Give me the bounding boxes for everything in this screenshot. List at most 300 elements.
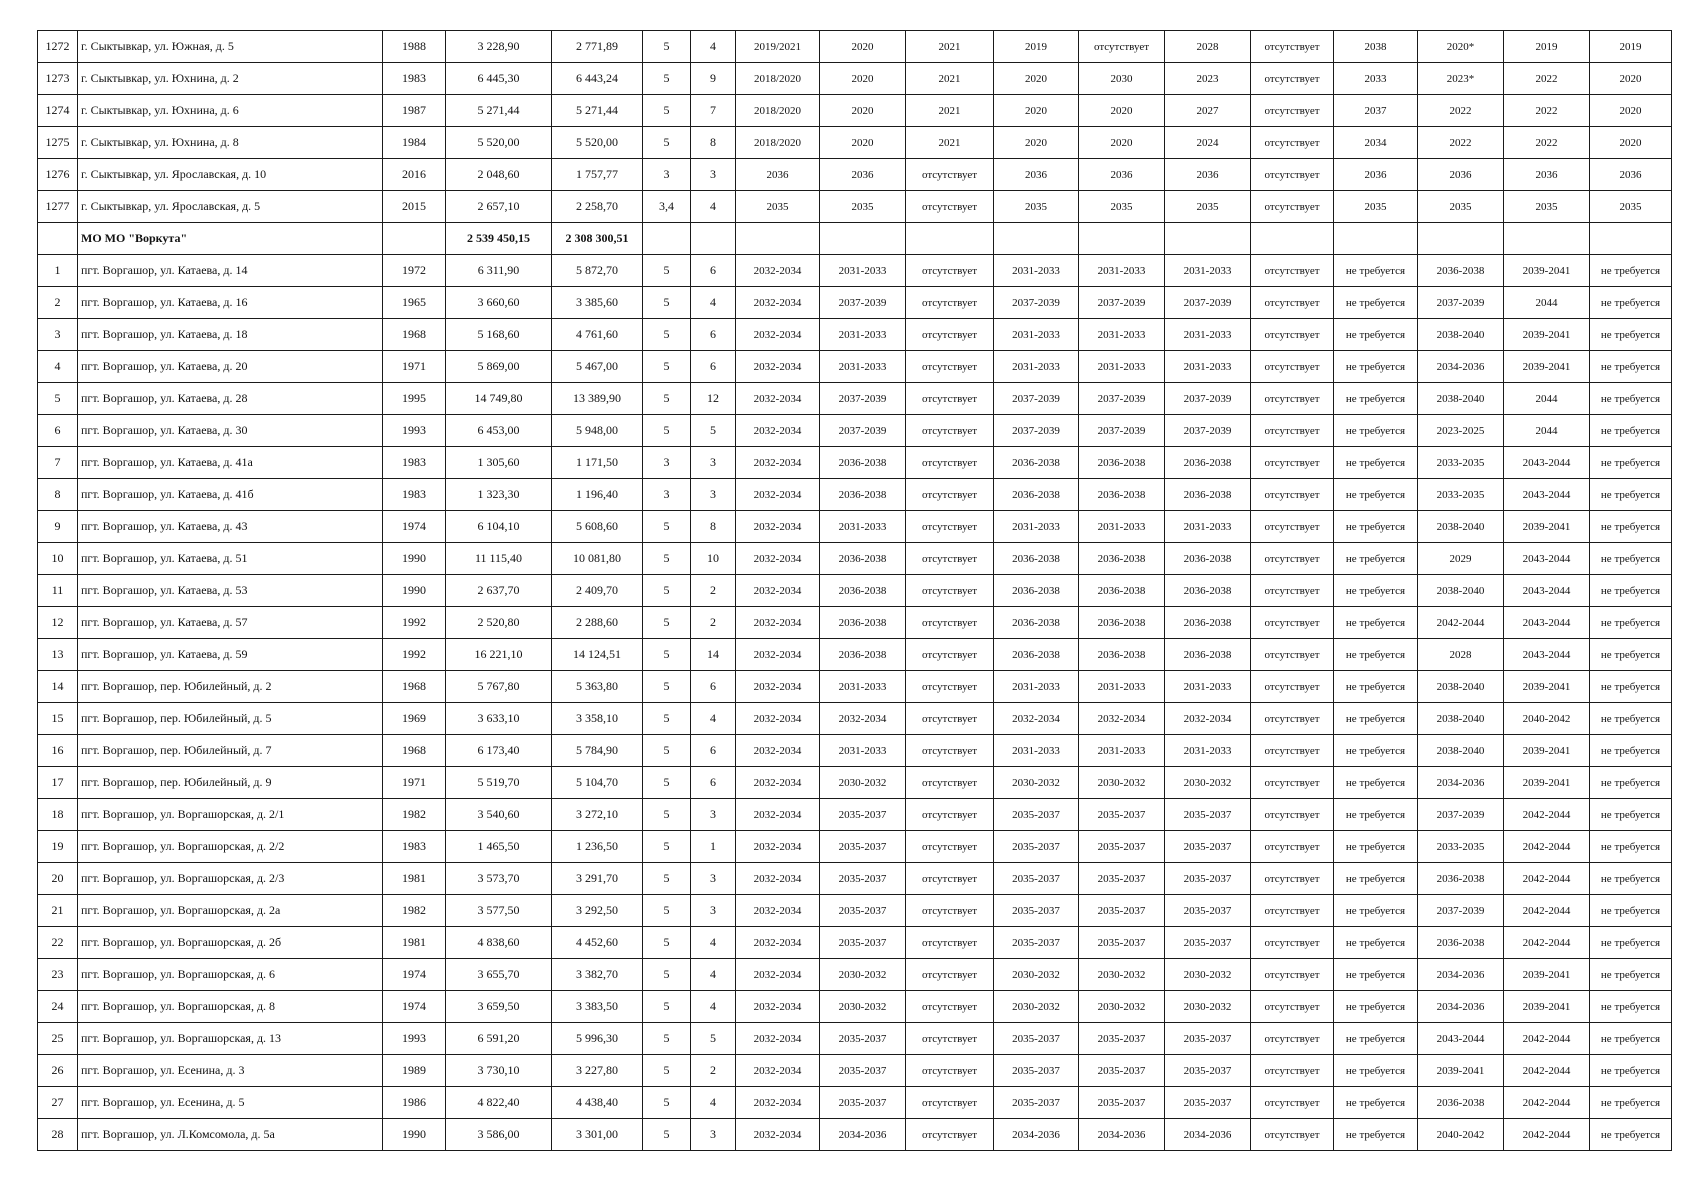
- power-repair-cell: 2038-2040: [1418, 383, 1504, 415]
- cold-water-repair-cell: 2030-2032: [1165, 959, 1251, 991]
- foundation-repair-cell: 2021: [906, 31, 994, 63]
- power-repair-cell: 2022: [1418, 95, 1504, 127]
- total-area-cell: 2 657,10: [446, 191, 552, 223]
- table-row: [38, 703, 1672, 735]
- elevator-repair-cell: не требуется: [1334, 927, 1418, 959]
- total-area-cell: 3 586,00: [446, 1119, 552, 1151]
- hot-water-repair-cell: 2035-2037: [1079, 895, 1165, 927]
- cold-water-repair-cell: 2035-2037: [1165, 799, 1251, 831]
- total-area-cell: 11 115,40: [446, 543, 552, 575]
- floors-cell: 5: [643, 959, 691, 991]
- sewerage-repair-cell: 2039-2041: [1504, 767, 1590, 799]
- sewerage-repair-cell: 2039-2041: [1504, 959, 1590, 991]
- heating-repair-cell: 2031-2033: [994, 319, 1079, 351]
- gas-repair-cell: отсутствует: [1251, 479, 1334, 511]
- elevator-repair-cell: не требуется: [1334, 543, 1418, 575]
- table-row: [38, 479, 1672, 511]
- row-number-cell: 22: [38, 927, 78, 959]
- table-row: [38, 319, 1672, 351]
- gas-repair-cell: отсутствует: [1251, 287, 1334, 319]
- sewerage-repair-cell: [1504, 223, 1590, 255]
- sewerage-repair-cell: 2042-2044: [1504, 927, 1590, 959]
- table-row: [38, 127, 1672, 159]
- total-area-cell: 5 520,00: [446, 127, 552, 159]
- build-year-cell: 1986: [383, 1087, 446, 1119]
- cold-water-repair-cell: 2031-2033: [1165, 319, 1251, 351]
- power-repair-cell: 2033-2035: [1418, 447, 1504, 479]
- total-area-cell: 1 323,30: [446, 479, 552, 511]
- entrances-cell: 1: [691, 831, 736, 863]
- build-year-cell: 1983: [383, 63, 446, 95]
- build-year-cell: 1987: [383, 95, 446, 127]
- total-area-cell: 5 869,00: [446, 351, 552, 383]
- gas-repair-cell: отсутствует: [1251, 415, 1334, 447]
- heating-repair-cell: 2037-2039: [994, 287, 1079, 319]
- table-row: [38, 927, 1672, 959]
- gas-repair-cell: отсутствует: [1251, 607, 1334, 639]
- elevator-repair-cell: не требуется: [1334, 959, 1418, 991]
- entrances-cell: 4: [691, 191, 736, 223]
- entrances-cell: 3: [691, 159, 736, 191]
- basement-repair-cell: не требуется: [1590, 1055, 1672, 1087]
- hot-water-repair-cell: 2036-2038: [1079, 607, 1165, 639]
- row-number-cell: 2: [38, 287, 78, 319]
- heating-repair-cell: 2030-2032: [994, 767, 1079, 799]
- table-row: [38, 831, 1672, 863]
- total-area-cell: 3 540,60: [446, 799, 552, 831]
- address-cell: пгт. Воргашор, ул. Катаева, д. 30: [78, 415, 383, 447]
- floors-cell: 5: [643, 863, 691, 895]
- table-row: [38, 735, 1672, 767]
- total-area-cell: 2 520,80: [446, 607, 552, 639]
- build-year-cell: 2015: [383, 191, 446, 223]
- floors-cell: 5: [643, 31, 691, 63]
- cold-water-repair-cell: 2037-2039: [1165, 383, 1251, 415]
- total-area-cell: 3 660,60: [446, 287, 552, 319]
- entrances-cell: 3: [691, 863, 736, 895]
- address-cell: пгт. Воргашор, ул. Катаева, д. 51: [78, 543, 383, 575]
- sewerage-repair-cell: 2043-2044: [1504, 543, 1590, 575]
- facade-repair-cell: [820, 223, 906, 255]
- cold-water-repair-cell: 2032-2034: [1165, 703, 1251, 735]
- address-cell: пгт. Воргашор, ул. Катаева, д. 43: [78, 511, 383, 543]
- hot-water-repair-cell: 2031-2033: [1079, 351, 1165, 383]
- roof-repair-cell: 2032-2034: [736, 1087, 820, 1119]
- address-cell: пгт. Воргашор, пер. Юбилейный, д. 2: [78, 671, 383, 703]
- power-repair-cell: 2037-2039: [1418, 799, 1504, 831]
- basement-repair-cell: не требуется: [1590, 607, 1672, 639]
- elevator-repair-cell: не требуется: [1334, 447, 1418, 479]
- entrances-cell: 8: [691, 511, 736, 543]
- entrances-cell: 6: [691, 735, 736, 767]
- hot-water-repair-cell: 2035-2037: [1079, 799, 1165, 831]
- entrances-cell: 8: [691, 127, 736, 159]
- basement-repair-cell: 2019: [1590, 31, 1672, 63]
- entrances-cell: 6: [691, 767, 736, 799]
- entrances-cell: 14: [691, 639, 736, 671]
- gas-repair-cell: отсутствует: [1251, 543, 1334, 575]
- elevator-repair-cell: 2037: [1334, 95, 1418, 127]
- heating-repair-cell: 2031-2033: [994, 671, 1079, 703]
- address-cell: пгт. Воргашор, ул. Есенина, д. 3: [78, 1055, 383, 1087]
- address-cell: пгт. Воргашор, ул. Катаева, д. 20: [78, 351, 383, 383]
- facade-repair-cell: 2031-2033: [820, 671, 906, 703]
- cold-water-repair-cell: 2037-2039: [1165, 415, 1251, 447]
- elevator-repair-cell: не требуется: [1334, 1119, 1418, 1151]
- facade-repair-cell: 2035-2037: [820, 831, 906, 863]
- roof-repair-cell: 2032-2034: [736, 415, 820, 447]
- sewerage-repair-cell: 2035: [1504, 191, 1590, 223]
- roof-repair-cell: 2032-2034: [736, 575, 820, 607]
- hot-water-repair-cell: 2035: [1079, 191, 1165, 223]
- elevator-repair-cell: не требуется: [1334, 671, 1418, 703]
- table-row: [38, 1087, 1672, 1119]
- floors-cell: 5: [643, 607, 691, 639]
- entrances-cell: 5: [691, 415, 736, 447]
- foundation-repair-cell: отсутствует: [906, 255, 994, 287]
- gas-repair-cell: отсутствует: [1251, 671, 1334, 703]
- facade-repair-cell: 2030-2032: [820, 991, 906, 1023]
- foundation-repair-cell: отсутствует: [906, 191, 994, 223]
- elevator-repair-cell: 2035: [1334, 191, 1418, 223]
- living-area-cell: 5 996,30: [552, 1023, 643, 1055]
- roof-repair-cell: 2018/2020: [736, 127, 820, 159]
- build-year-cell: 1993: [383, 1023, 446, 1055]
- address-cell: пгт. Воргашор, ул. Воргашорская, д. 8: [78, 991, 383, 1023]
- roof-repair-cell: 2032-2034: [736, 447, 820, 479]
- hot-water-repair-cell: отсутствует: [1079, 31, 1165, 63]
- entrances-cell: 10: [691, 543, 736, 575]
- heating-repair-cell: 2037-2039: [994, 415, 1079, 447]
- heating-repair-cell: [994, 223, 1079, 255]
- table-row: [38, 95, 1672, 127]
- facade-repair-cell: 2035: [820, 191, 906, 223]
- elevator-repair-cell: не требуется: [1334, 1023, 1418, 1055]
- gas-repair-cell: отсутствует: [1251, 1055, 1334, 1087]
- gas-repair-cell: отсутствует: [1251, 255, 1334, 287]
- basement-repair-cell: не требуется: [1590, 255, 1672, 287]
- living-area-cell: 5 363,80: [552, 671, 643, 703]
- entrances-cell: 3: [691, 1119, 736, 1151]
- table-row: [38, 383, 1672, 415]
- build-year-cell: 1974: [383, 991, 446, 1023]
- cold-water-repair-cell: 2035-2037: [1165, 863, 1251, 895]
- row-number-cell: 1276: [38, 159, 78, 191]
- gas-repair-cell: отсутствует: [1251, 447, 1334, 479]
- total-area-cell: 2 048,60: [446, 159, 552, 191]
- row-number-cell: 20: [38, 863, 78, 895]
- foundation-repair-cell: отсутствует: [906, 543, 994, 575]
- address-cell: пгт. Воргашор, пер. Юбилейный, д. 9: [78, 767, 383, 799]
- living-area-cell: 3 301,00: [552, 1119, 643, 1151]
- cold-water-repair-cell: 2036-2038: [1165, 575, 1251, 607]
- table-row: [38, 255, 1672, 287]
- entrances-cell: 6: [691, 671, 736, 703]
- address-cell: пгт. Воргашор, ул. Воргашорская, д. 2/1: [78, 799, 383, 831]
- gas-repair-cell: отсутствует: [1251, 1023, 1334, 1055]
- heating-repair-cell: 2030-2032: [994, 959, 1079, 991]
- floors-cell: 5: [643, 575, 691, 607]
- address-cell: пгт. Воргашор, ул. Воргашорская, д. 13: [78, 1023, 383, 1055]
- entrances-cell: 7: [691, 95, 736, 127]
- gas-repair-cell: отсутствует: [1251, 159, 1334, 191]
- basement-repair-cell: не требуется: [1590, 703, 1672, 735]
- sewerage-repair-cell: 2039-2041: [1504, 735, 1590, 767]
- heating-repair-cell: 2035: [994, 191, 1079, 223]
- row-number-cell: 11: [38, 575, 78, 607]
- roof-repair-cell: 2036: [736, 159, 820, 191]
- table-row: [38, 799, 1672, 831]
- living-area-cell: 1 757,77: [552, 159, 643, 191]
- gas-repair-cell: отсутствует: [1251, 831, 1334, 863]
- cold-water-repair-cell: 2035-2037: [1165, 1087, 1251, 1119]
- floors-cell: 5: [643, 95, 691, 127]
- living-area-cell: 6 443,24: [552, 63, 643, 95]
- table-row: [38, 991, 1672, 1023]
- roof-repair-cell: 2032-2034: [736, 959, 820, 991]
- row-number-cell: 5: [38, 383, 78, 415]
- facade-repair-cell: 2035-2037: [820, 1087, 906, 1119]
- power-repair-cell: 2036-2038: [1418, 927, 1504, 959]
- power-repair-cell: 2023-2025: [1418, 415, 1504, 447]
- entrances-cell: 6: [691, 351, 736, 383]
- table-row: [38, 63, 1672, 95]
- address-cell: пгт. Воргашор, ул. Катаева, д. 14: [78, 255, 383, 287]
- basement-repair-cell: [1590, 223, 1672, 255]
- floors-cell: 5: [643, 287, 691, 319]
- gas-repair-cell: отсутствует: [1251, 1119, 1334, 1151]
- basement-repair-cell: не требуется: [1590, 511, 1672, 543]
- roof-repair-cell: 2032-2034: [736, 671, 820, 703]
- foundation-repair-cell: отсутствует: [906, 159, 994, 191]
- living-area-cell: 2 308 300,51: [552, 223, 643, 255]
- elevator-repair-cell: не требуется: [1334, 351, 1418, 383]
- table-row: [38, 351, 1672, 383]
- heating-repair-cell: 2035-2037: [994, 831, 1079, 863]
- total-area-cell: 5 519,70: [446, 767, 552, 799]
- elevator-repair-cell: [1334, 223, 1418, 255]
- living-area-cell: 2 288,60: [552, 607, 643, 639]
- heating-repair-cell: 2035-2037: [994, 927, 1079, 959]
- build-year-cell: 1983: [383, 831, 446, 863]
- heating-repair-cell: 2037-2039: [994, 383, 1079, 415]
- basement-repair-cell: не требуется: [1590, 319, 1672, 351]
- build-year-cell: 1974: [383, 959, 446, 991]
- facade-repair-cell: 2035-2037: [820, 863, 906, 895]
- address-cell: пгт. Воргашор, ул. Воргашорская, д. 6: [78, 959, 383, 991]
- sewerage-repair-cell: 2042-2044: [1504, 831, 1590, 863]
- cold-water-repair-cell: [1165, 223, 1251, 255]
- living-area-cell: 2 771,89: [552, 31, 643, 63]
- facade-repair-cell: 2036: [820, 159, 906, 191]
- floors-cell: 5: [643, 831, 691, 863]
- roof-repair-cell: 2032-2034: [736, 511, 820, 543]
- gas-repair-cell: отсутствует: [1251, 703, 1334, 735]
- elevator-repair-cell: не требуется: [1334, 991, 1418, 1023]
- total-area-cell: 1 305,60: [446, 447, 552, 479]
- table-row: [38, 1119, 1672, 1151]
- hot-water-repair-cell: 2031-2033: [1079, 511, 1165, 543]
- facade-repair-cell: 2031-2033: [820, 255, 906, 287]
- document-page: [37, 30, 1671, 1151]
- row-number-cell: 24: [38, 991, 78, 1023]
- facade-repair-cell: 2031-2033: [820, 735, 906, 767]
- foundation-repair-cell: отсутствует: [906, 287, 994, 319]
- sewerage-repair-cell: 2042-2044: [1504, 1087, 1590, 1119]
- foundation-repair-cell: 2021: [906, 63, 994, 95]
- gas-repair-cell: отсутствует: [1251, 511, 1334, 543]
- elevator-repair-cell: не требуется: [1334, 863, 1418, 895]
- floors-cell: 5: [643, 1055, 691, 1087]
- facade-repair-cell: 2030-2032: [820, 767, 906, 799]
- power-repair-cell: 2034-2036: [1418, 351, 1504, 383]
- roof-repair-cell: 2032-2034: [736, 991, 820, 1023]
- elevator-repair-cell: не требуется: [1334, 415, 1418, 447]
- build-year-cell: 1971: [383, 351, 446, 383]
- sewerage-repair-cell: 2039-2041: [1504, 255, 1590, 287]
- roof-repair-cell: 2035: [736, 191, 820, 223]
- floors-cell: 5: [643, 703, 691, 735]
- power-repair-cell: [1418, 223, 1504, 255]
- table-row: [38, 607, 1672, 639]
- basement-repair-cell: не требуется: [1590, 895, 1672, 927]
- foundation-repair-cell: отсутствует: [906, 863, 994, 895]
- hot-water-repair-cell: 2030: [1079, 63, 1165, 95]
- row-number-cell: 26: [38, 1055, 78, 1087]
- cold-water-repair-cell: 2035-2037: [1165, 1023, 1251, 1055]
- elevator-repair-cell: не требуется: [1334, 255, 1418, 287]
- basement-repair-cell: не требуется: [1590, 287, 1672, 319]
- power-repair-cell: 2038-2040: [1418, 735, 1504, 767]
- living-area-cell: 5 948,00: [552, 415, 643, 447]
- sewerage-repair-cell: 2042-2044: [1504, 1119, 1590, 1151]
- floors-cell: 5: [643, 767, 691, 799]
- table-row: [38, 1055, 1672, 1087]
- facade-repair-cell: 2035-2037: [820, 1023, 906, 1055]
- floors-cell: 5: [643, 127, 691, 159]
- build-year-cell: 1990: [383, 575, 446, 607]
- roof-repair-cell: 2032-2034: [736, 255, 820, 287]
- entrances-cell: 12: [691, 383, 736, 415]
- build-year-cell: 1968: [383, 735, 446, 767]
- power-repair-cell: 2020*: [1418, 31, 1504, 63]
- row-number-cell: 19: [38, 831, 78, 863]
- total-area-cell: 5 168,60: [446, 319, 552, 351]
- basement-repair-cell: не требуется: [1590, 991, 1672, 1023]
- build-year-cell: 1982: [383, 895, 446, 927]
- build-year-cell: 1993: [383, 415, 446, 447]
- foundation-repair-cell: отсутствует: [906, 447, 994, 479]
- total-area-cell: 3 659,50: [446, 991, 552, 1023]
- gas-repair-cell: отсутствует: [1251, 575, 1334, 607]
- hot-water-repair-cell: 2034-2036: [1079, 1119, 1165, 1151]
- floors-cell: 5: [643, 415, 691, 447]
- foundation-repair-cell: отсутствует: [906, 383, 994, 415]
- power-repair-cell: 2036-2038: [1418, 863, 1504, 895]
- elevator-repair-cell: не требуется: [1334, 1055, 1418, 1087]
- living-area-cell: 5 784,90: [552, 735, 643, 767]
- living-area-cell: 1 196,40: [552, 479, 643, 511]
- power-repair-cell: 2043-2044: [1418, 1023, 1504, 1055]
- roof-repair-cell: 2032-2034: [736, 479, 820, 511]
- heating-repair-cell: 2031-2033: [994, 255, 1079, 287]
- cold-water-repair-cell: 2036-2038: [1165, 607, 1251, 639]
- entrances-cell: 3: [691, 479, 736, 511]
- foundation-repair-cell: отсутствует: [906, 511, 994, 543]
- living-area-cell: 2 409,70: [552, 575, 643, 607]
- heating-repair-cell: 2035-2037: [994, 799, 1079, 831]
- sewerage-repair-cell: 2043-2044: [1504, 607, 1590, 639]
- floors-cell: 5: [643, 927, 691, 959]
- build-year-cell: 1992: [383, 639, 446, 671]
- power-repair-cell: 2034-2036: [1418, 991, 1504, 1023]
- floors-cell: 5: [643, 799, 691, 831]
- power-repair-cell: 2023*: [1418, 63, 1504, 95]
- address-cell: пгт. Воргашор, ул. Катаева, д. 53: [78, 575, 383, 607]
- facade-repair-cell: 2020: [820, 31, 906, 63]
- power-repair-cell: 2037-2039: [1418, 895, 1504, 927]
- sewerage-repair-cell: 2039-2041: [1504, 991, 1590, 1023]
- elevator-repair-cell: не требуется: [1334, 319, 1418, 351]
- gas-repair-cell: отсутствует: [1251, 767, 1334, 799]
- address-cell: пгт. Воргашор, ул. Катаева, д. 16: [78, 287, 383, 319]
- power-repair-cell: 2033-2035: [1418, 479, 1504, 511]
- roof-repair-cell: 2032-2034: [736, 799, 820, 831]
- floors-cell: 5: [643, 63, 691, 95]
- total-area-cell: 2 539 450,15: [446, 223, 552, 255]
- table-row: [38, 543, 1672, 575]
- foundation-repair-cell: отсутствует: [906, 927, 994, 959]
- cold-water-repair-cell: 2023: [1165, 63, 1251, 95]
- heating-repair-cell: 2035-2037: [994, 863, 1079, 895]
- sewerage-repair-cell: 2043-2044: [1504, 575, 1590, 607]
- hot-water-repair-cell: 2037-2039: [1079, 287, 1165, 319]
- address-cell: пгт. Воргашор, ул. Л.Комсомола, д. 5а: [78, 1119, 383, 1151]
- hot-water-repair-cell: 2035-2037: [1079, 1087, 1165, 1119]
- foundation-repair-cell: отсутствует: [906, 799, 994, 831]
- hot-water-repair-cell: 2037-2039: [1079, 415, 1165, 447]
- power-repair-cell: 2028: [1418, 639, 1504, 671]
- gas-repair-cell: отсутствует: [1251, 95, 1334, 127]
- hot-water-repair-cell: 2020: [1079, 127, 1165, 159]
- cold-water-repair-cell: 2036: [1165, 159, 1251, 191]
- heating-repair-cell: 2020: [994, 95, 1079, 127]
- foundation-repair-cell: отсутствует: [906, 479, 994, 511]
- hot-water-repair-cell: 2030-2032: [1079, 991, 1165, 1023]
- foundation-repair-cell: отсутствует: [906, 831, 994, 863]
- floors-cell: 5: [643, 639, 691, 671]
- build-year-cell: 1983: [383, 479, 446, 511]
- total-area-cell: 5 767,80: [446, 671, 552, 703]
- hot-water-repair-cell: 2035-2037: [1079, 831, 1165, 863]
- floors-cell: 3: [643, 447, 691, 479]
- entrances-cell: [691, 223, 736, 255]
- elevator-repair-cell: не требуется: [1334, 287, 1418, 319]
- total-area-cell: 14 749,80: [446, 383, 552, 415]
- heating-repair-cell: 2035-2037: [994, 1023, 1079, 1055]
- table-row: [38, 159, 1672, 191]
- address-cell: г. Сыктывкар, ул. Ярославская, д. 5: [78, 191, 383, 223]
- table-row: [38, 959, 1672, 991]
- address-cell: пгт. Воргашор, ул. Воргашорская, д. 2а: [78, 895, 383, 927]
- gas-repair-cell: отсутствует: [1251, 799, 1334, 831]
- foundation-repair-cell: отсутствует: [906, 575, 994, 607]
- gas-repair-cell: отсутствует: [1251, 63, 1334, 95]
- address-cell: г. Сыктывкар, ул. Юхнина, д. 6: [78, 95, 383, 127]
- basement-repair-cell: не требуется: [1590, 351, 1672, 383]
- row-number-cell: 7: [38, 447, 78, 479]
- hot-water-repair-cell: 2030-2032: [1079, 959, 1165, 991]
